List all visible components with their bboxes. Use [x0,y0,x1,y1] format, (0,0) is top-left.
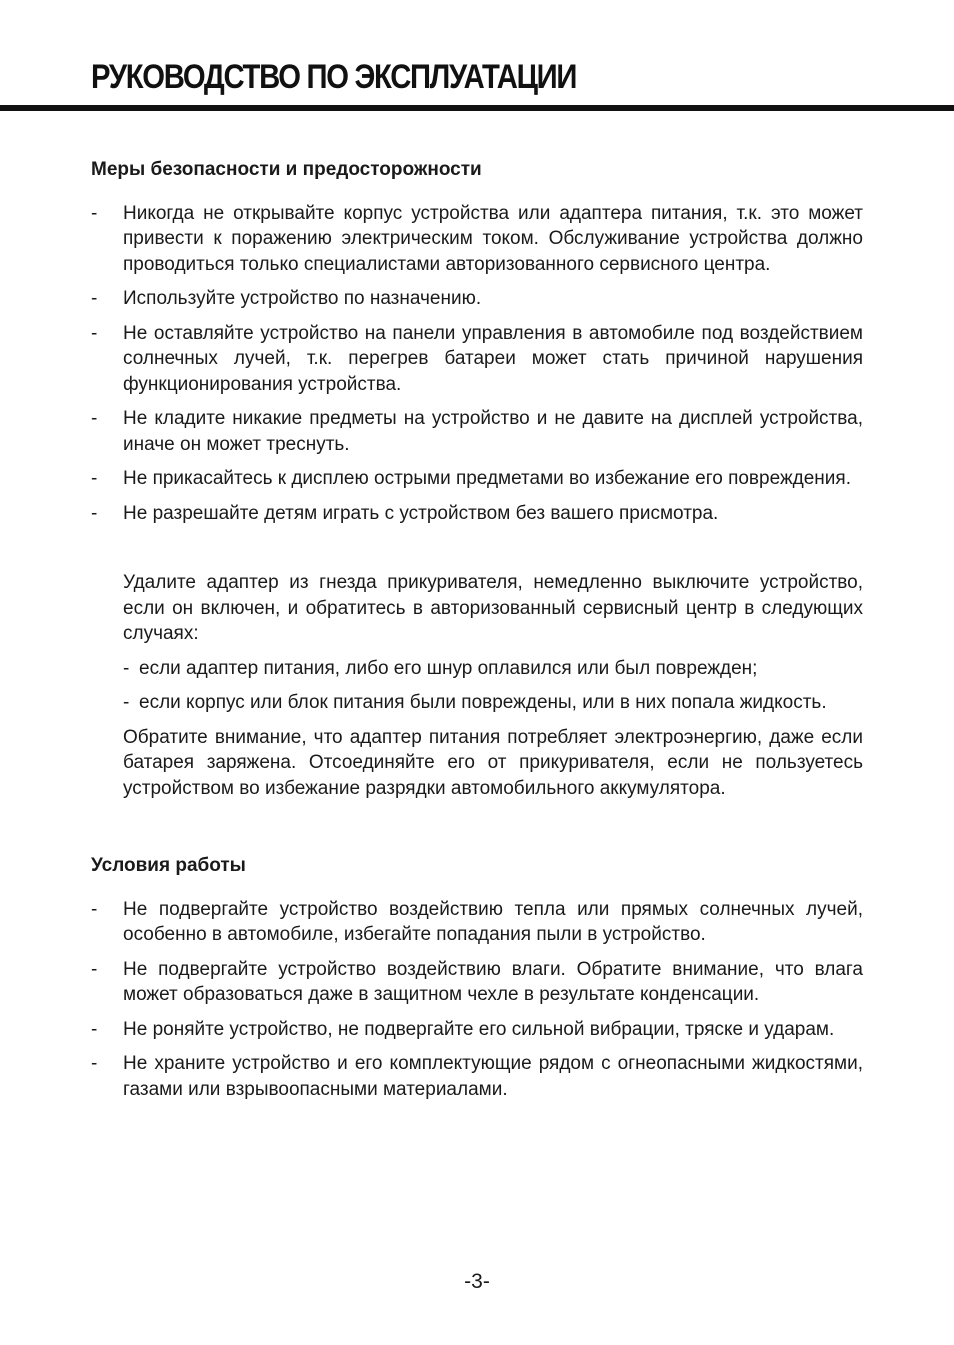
adapter-case-text: если корпус или блок питания были повреждены, или в них попала жидкость. [139,692,827,713]
conditions-item [91,957,863,1008]
list-marker: - [91,898,98,920]
safety-list [91,201,863,527]
safety-item-text: Не прикасайтесь к дисплею острыми предметами во избежание его повреждения. [123,468,851,489]
adapter-intro: Удалите адаптер из гнезда прикуривателя, немедленно выключите устройство, если он включен, и обратитесь в авторизованный сервисный центр в следующих случаях: [123,572,863,644]
adapter-note: Обратите внимание, что адаптер питания потребляет электроэнергию, даже если батарея заряжена. Отсоединяйте его от прикуривателя, если не пользуетесь устройством во избежание разрядки автомобильного аккумулятора. [123,726,863,799]
adapter-case-text: если адаптер питания, либо его шнур оплавился или был поврежден; [139,657,758,679]
conditions-item-text: Не храните устройство и его комплектующие рядом с огнеопасными жидкостями, газами или взрывоопасными материалами. [123,1053,863,1100]
safety-item [91,466,863,492]
safety-item [91,321,863,398]
adapter-case-item [123,690,863,716]
list-marker: - [91,468,98,489]
list-marker: - [123,692,130,713]
list-marker: - [91,288,98,309]
page-number: -3- [464,1270,490,1293]
adapter-cases-list [123,656,863,716]
page-content [91,157,863,1111]
conditions-item [91,897,863,948]
conditions-heading: Условия работы [91,855,246,876]
list-marker: - [91,408,98,429]
safety-item [91,501,863,527]
adapter-block [91,570,863,801]
safety-item [91,286,863,312]
list-marker: - [91,958,98,980]
safety-item-text: Не оставляйте устройство на панели управления в автомобиле под воздействием солнечных лучей, т.к. перегрев батареи может стать причиной нарушения функционирования устройства. [123,322,863,395]
conditions-item-text: Не подвергайте устройство воздействию влаги. Обратите внимание, что влага может образоваться даже в защитном чехле в результате конденсации. [123,958,863,1005]
header-rule [0,105,954,111]
list-marker: - [123,657,130,679]
safety-heading: Меры безопасности и предосторожности [91,159,482,180]
safety-item-text: Используйте устройство по назначению. [123,288,482,309]
list-marker: - [91,1018,98,1040]
conditions-item [91,1017,863,1043]
safety-item [91,201,863,278]
conditions-item [91,1051,863,1102]
list-marker: - [91,1053,98,1074]
list-marker: - [91,322,98,344]
list-marker: - [91,502,98,524]
safety-item-text: Не разрешайте детям играть с устройством без вашего присмотра. [123,502,719,524]
safety-item-text: Никогда не открывайте корпус устройства или адаптера питания, т.к. это может привести к поражению электрическим током. Обслуживание устройства должно проводиться только специалистами авторизованного сервисного центра. [123,202,863,275]
conditions-list [91,897,863,1103]
conditions-item-text: Не подвергайте устройство воздействию тепла или прямых солнечных лучей, особенно в автомобиле, избегайте попадания пыли в устройство. [123,898,863,945]
adapter-case-item [123,656,863,682]
conditions-item-text: Не роняйте устройство, не подвергайте его сильной вибрации, тряске и ударам. [123,1018,835,1040]
safety-item-text: Не кладите никакие предметы на устройство и не давите на дисплей устройства, иначе он может треснуть. [123,408,863,455]
list-marker: - [91,202,98,224]
safety-item [91,406,863,457]
page-title: РУКОВОДСТВО ПО ЭКСПЛУАТАЦИИ [91,58,577,96]
